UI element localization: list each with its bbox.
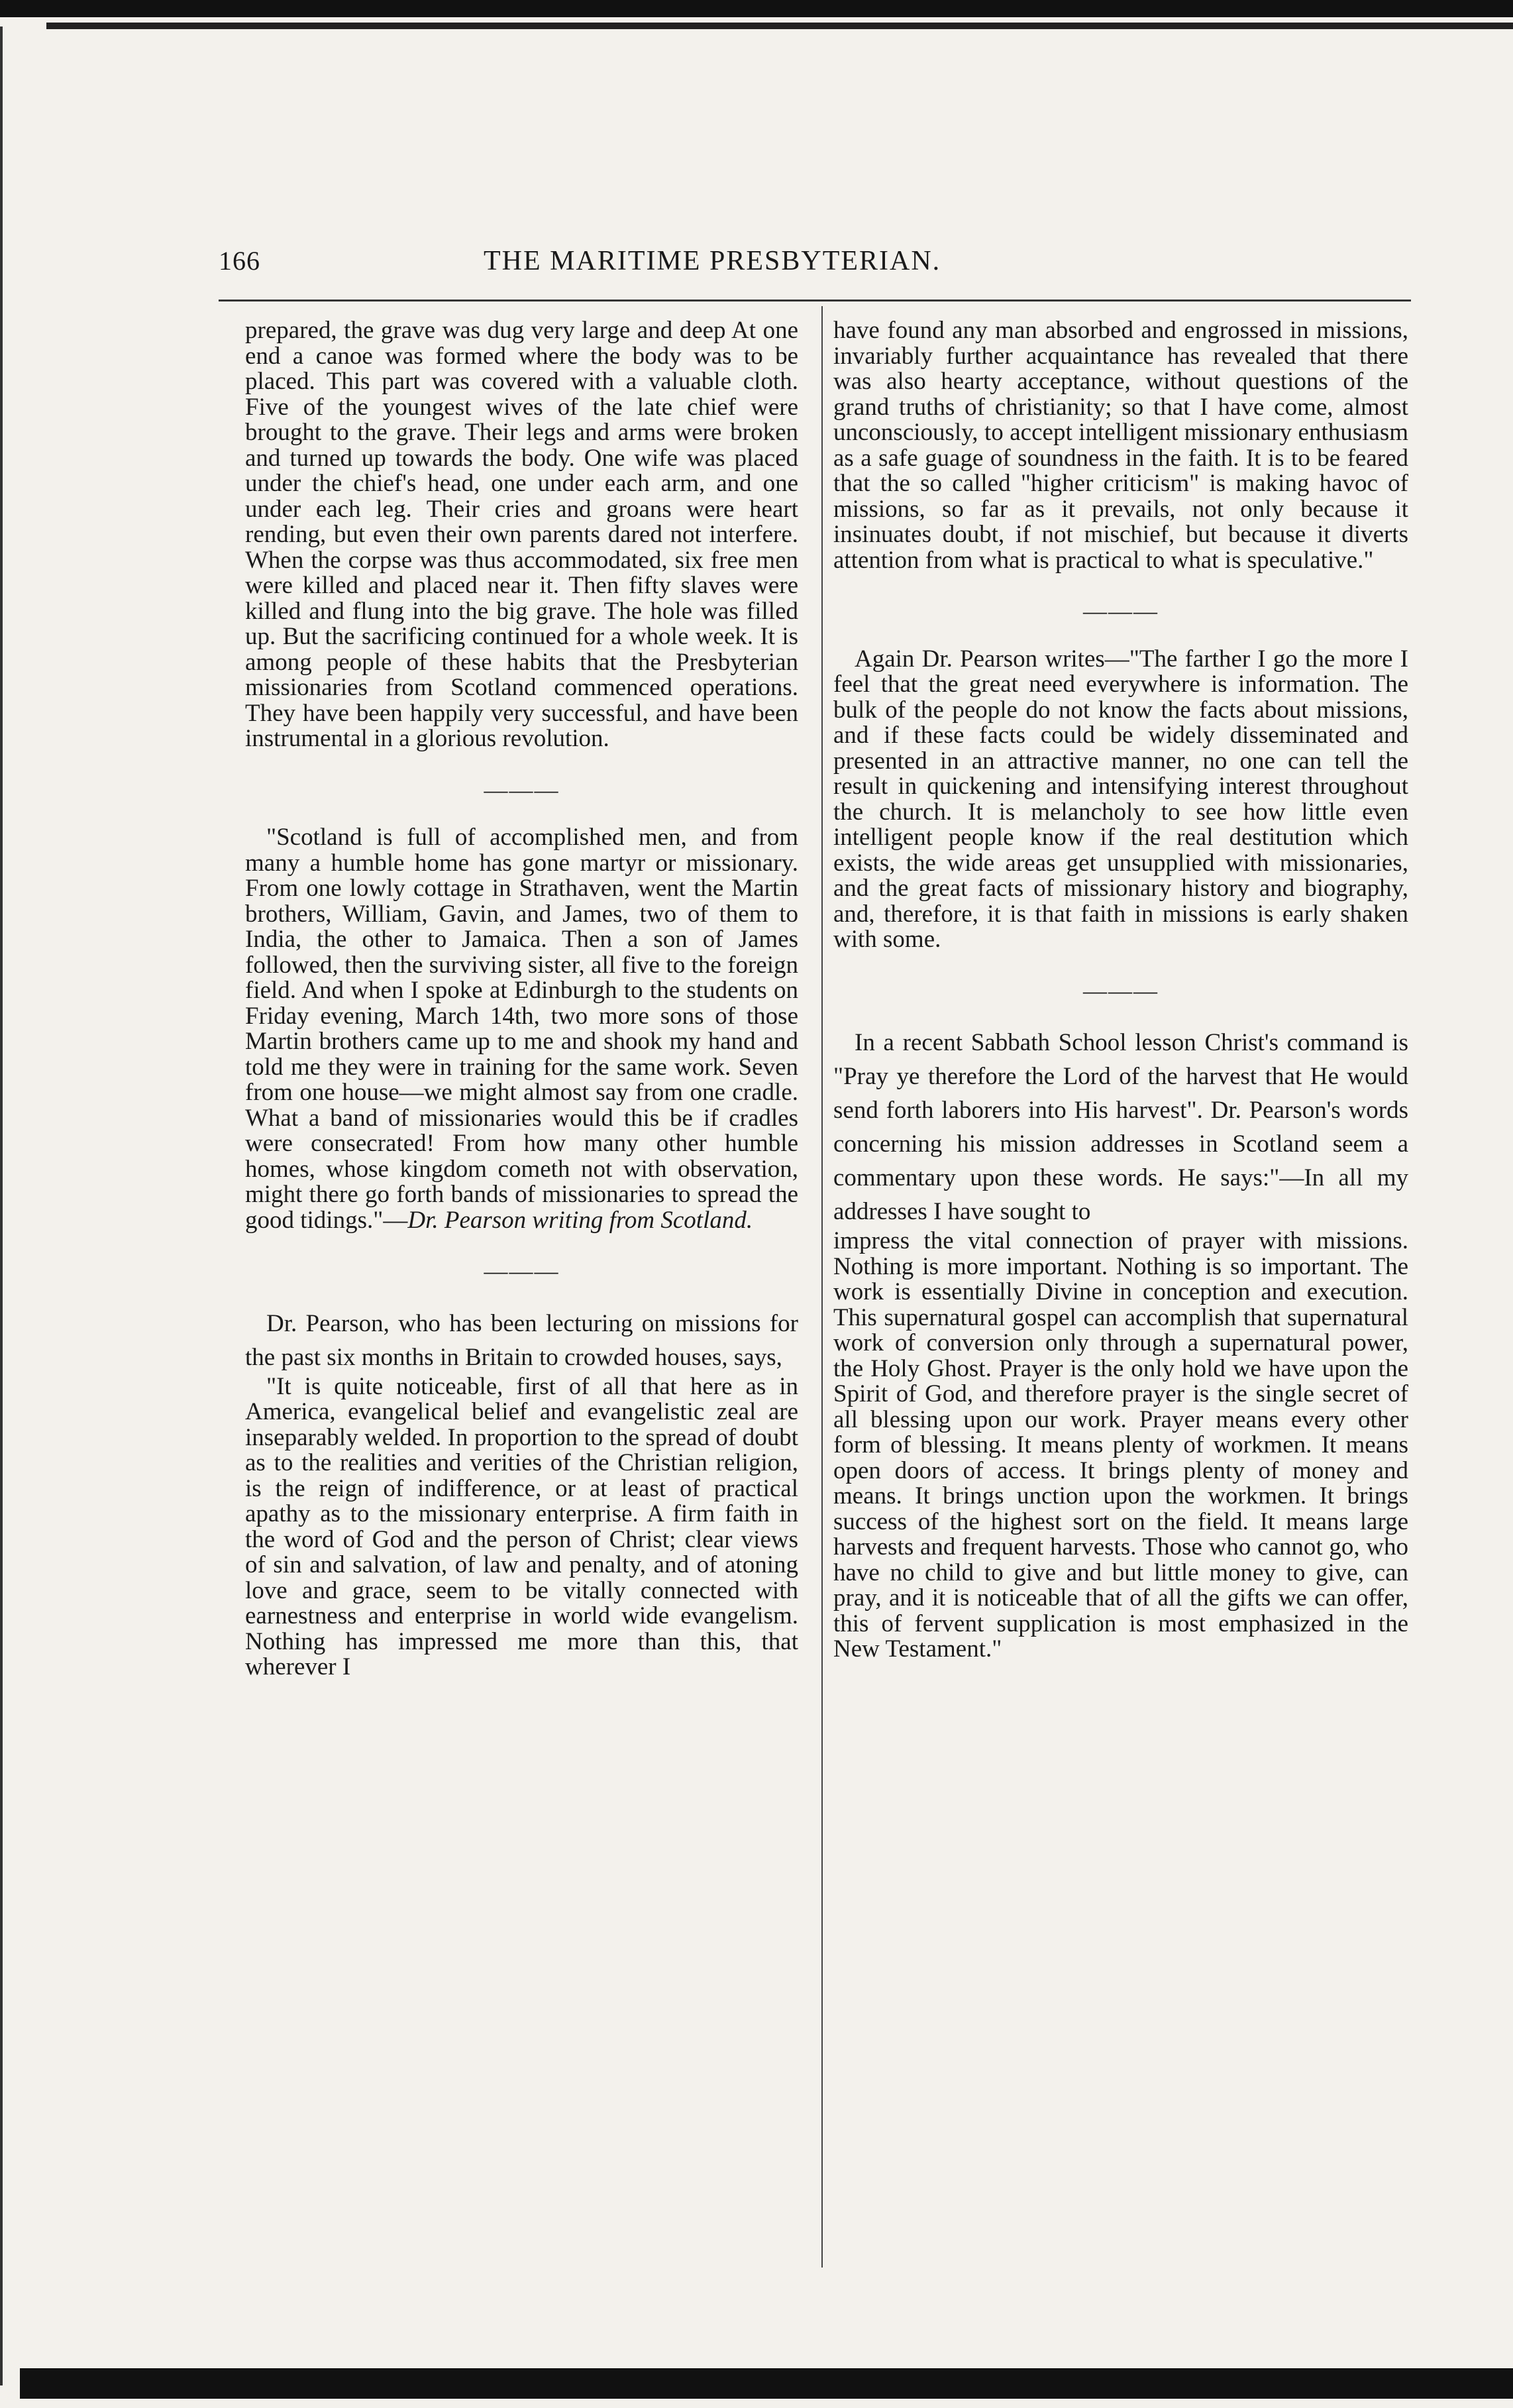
section-separator: ———	[1083, 977, 1159, 1004]
paragraph-scotland-missionaries	[245, 825, 798, 1233]
column-divider	[821, 306, 823, 2268]
paragraph-information-need: Again Dr. Pearson writes—"The farther I go the more I feel that the great need everywhere is information. The bulk of the people do not know the facts about missions, and if these facts could be widely disseminated and presented in an attractive manner, no one can tell the result in quickening and intensifying interest throughout the church. It is melancholy to see how little even intelligent people know if the real destitution which exists, the wide areas get unsupplied with missionaries, and the great facts of missionary history and biography, and, therefore, it is that faith in missions is early shaken with some.	[833, 645, 1408, 953]
paragraph-pearson-lecturing: Dr. Pearson, who has been lecturing on missions for the past six months in Britain to crowded houses, says,	[245, 1309, 798, 1371]
running-head-title: THE MARITIME PRESBYTERIAN.	[484, 246, 941, 276]
bottom-border-rule	[20, 2368, 1513, 2399]
quote-text: "Scotland is full of accomplished men, and from many a humble home has gone martyr or missionary. From one lowly cottage in Strathaven, went the Martin brothers, William, Gavin, and James, two of them to India, the other to Jamaica. Then a son of James followed, then the surviving sister, all five to the foreign field. And when I spoke at Edinburgh to the students on Friday evening, March 14th, two more sons of those Martin brothers came up to me and shook my hand and told me they were in training for the same work. Seven from one house—we might almost say from one cradle. What a band of missionaries would this be if cradles were consecrated! From how many other humble homes, whose kingdom cometh not with observation, might there go forth bands of missionaries to spread the good tidings."—	[245, 824, 798, 1234]
page-left-edge	[0, 27, 11, 2385]
paragraph-higher-criticism: have found any man absorbed and engrossed in missions, invariably further acquaintance has revealed that there was also hearty acceptance, without questions of the grand truths of christianity; so that I have come, almost unconsciously, to accept intelligent missionary enthusiasm as a safe guage of soundness in the faith. It is to be feared that the so called "higher criticism" is making havoc of missions, so far as it prevails, not only because it insinuates doubt, if not mischief, but because it diverts attention from what is practical to what is speculative."	[833, 317, 1408, 574]
header-rule	[219, 300, 1411, 301]
page-number: 166	[219, 246, 260, 276]
right-column	[833, 318, 1408, 1663]
quote-citation: Dr. Pearson writing from Scotland.	[407, 1206, 753, 1234]
paragraph-burial-account: prepared, the grave was dug very large and deep At one end a canoe was formed where the body was to be placed. This part was covered with a valuable cloth. Five of the youngest wives of the late chief were brought to the grave. Their legs and arms were broken and turned up towards the body. One wife was placed under the chief's head, one under each arm, and one under each leg. Their cries and groans were heart rending, but even their own parents dared not interfere. When the corpse was thus accommodated, six free men were killed and placed near it. Then fifty slaves were killed and flung into the big grave. The hole was filled up. But the sacrificing continued for a whole week. It is among people of these habits that the Presbyterian missionaries from Scotland commenced operations. They have been happily very successful, and have been instrumental in a glorious revolution.	[245, 317, 798, 752]
paragraph-sabbath-lesson: In a recent Sabbath School lesson Christ's command is "Pray ye therefore the Lord of the harvest that He would send forth laborers into His harvest". Dr. Pearson's words concerning his mission addresses in Scotland seem a commentary upon these words. He says:"—In all my addresses I have sought to	[833, 1029, 1408, 1225]
section-separator: ———	[1083, 598, 1159, 624]
left-column	[245, 318, 798, 1680]
paragraph-pearson-quote: "It is quite noticeable, first of all that here as in America, evangelical belief and evangelistic zeal are inseparably welded. In proportion to the spread of doubt as to the realities and verities of the Christian religion, is the reign of indifference, or at least of practical apathy as to the missionary enterprise. A firm faith in the word of God and the person of Christ; clear views of sin and salvation, of law and penalty, and of atoning love and grace, seem to be vitally connected with earnestness and enterprise in world wide evangelism. Nothing has impressed me more than this, that wherever I	[245, 1372, 798, 1680]
top-border-rule	[0, 0, 1513, 17]
section-separator: ———	[484, 776, 560, 803]
top-border-rule-secondary	[46, 23, 1513, 29]
section-separator: ———	[484, 1258, 560, 1284]
paragraph-prayer-missions: impress the vital connection of prayer with missions. Nothing is more important. Nothing is so important. The work is essentially Divine in conception and execution. This supernatural gospel can accomplish that supernatural work of conversion only through a supernatural power, the Holy Ghost. Prayer is the only hold we have upon the Spirit of God, and therefore prayer is the single secret of all blessing upon our work. Prayer means every other form of blessing. It means plenty of workmen. It means open doors of access. It brings plenty of money and means. It brings unction upon the workmen. It brings success of the highest sort on the field. It means large harvests and frequent harvests. Those who cannot go, who have no child to give and but little money to give, can pray, and it is noticeable that of all the gifts we can offer, this of fervent supplication is most emphasized in the New Testament."	[833, 1227, 1408, 1663]
